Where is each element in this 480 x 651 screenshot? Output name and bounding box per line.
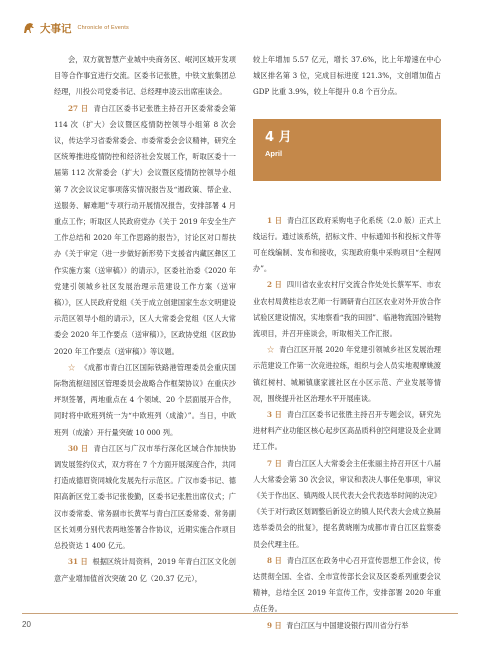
event-text: 青白江区委书记张胜主持召开专题会议，研究先进材料产业功能区核心起步区高品质科创空间建设及企业调迁工作。 <box>253 410 441 452</box>
paragraph-continued: 较上年增加 5.57 亿元，增长 37.6%，比上年增速在中心城区排名第 3 位，完成目标进度 121.3%，文创增加值占 GDP 比重 3.9%，较上年提升 0.8 个百分点。 <box>253 55 441 97</box>
event-text: 青白江区开展 2020 年党建引领城乡社区发展治理示范建设工作第一次竞进拉练，组织与会人员实地观摩姚渡镇红树村、城厢镇康家渡社区在小区示范、产业发展等情况，围绕提升社区治理水平开展座谈。 <box>253 345 441 403</box>
event-text: 青白江区人大常委会主任张丽主持召开区十八届人大常委会第 30 次会议，审议和表决人事任免事项，审议《关于作出区、镇两级人民代表大会代表选举时间的决定》《关于对行政区划调整后新设立的镇人民代表大会成立换届选举委员会的批复》，提名黄晓刚为成都市青白江区监察委员会代理主任。 <box>253 458 441 549</box>
event-date: 2 日 <box>267 280 283 290</box>
month-banner <box>253 119 441 181</box>
month-subtitle: April <box>265 148 283 158</box>
horse-logo-icon <box>22 21 36 35</box>
event-date: 31 日 <box>68 557 88 567</box>
event-entry <box>253 407 441 456</box>
event-entry <box>253 553 441 618</box>
event-entry <box>54 360 236 441</box>
footer-divider <box>22 613 458 614</box>
event-text: 青白江区与广汉市举行深化区域合作加快协调发展签约仪式，双方将在 7 个方面开展深度合作，共同打造成德眉资同城化发展先行示范区。广汉市委书记、德阳高新区党工委书记张俊勤，区委书记张胜出席仪式；广汉市委常委、常务副市长黄军与青白江区委常委、常务副区长刘勇分别代表两地签署合作协议，近期实施合作项目总投资达 1 400 亿元。 <box>54 443 236 551</box>
month-title: 4 月 <box>265 129 292 145</box>
event-entry <box>54 554 236 586</box>
event-text: 根据区统计局资料，2019 年青白江区文化创意产业增加值首次突破 20 亿（20.37 亿元）， <box>54 557 236 583</box>
event-entry <box>253 342 441 407</box>
event-text: 《成都市青白江区国际铁路港管理委员会重庆国际物流枢纽园区管理委员会战略合作框架协议》在重庆沙坪坝签署，两地重点在 4 个领域、20 个层面展开合作，同时将中欧班列统一为“中欧班列（成渝）”。当日，中欧班列（成渝）开行量突破 10 000 列。 <box>54 362 236 437</box>
event-entry <box>253 277 441 342</box>
event-text: 青白江区政府采购电子化系统（2.0 版）正式上线运行。通过该系统，招标文件、中标通知书和投标文件等可在线编制、发布和接收，实现政府集中采购项目“全程网办”。 <box>253 215 441 274</box>
event-entry <box>54 441 236 554</box>
right-column <box>253 52 441 634</box>
section-subtitle: Chronicle of Events <box>77 25 129 31</box>
event-date: 3 日 <box>267 410 283 420</box>
paragraph-text: 会，双方就智慧产业城中央商务区、岷河区城开发项目等合作事宜进行交流。区委书记张胜，中铁文旅集团总经理，川投公司党委书记、总经理申凌云出席座谈会。 <box>54 55 236 97</box>
event-date: 9 日 <box>267 620 282 630</box>
event-entry <box>253 456 441 553</box>
event-date: 30 日 <box>68 443 89 453</box>
event-entry <box>253 618 441 634</box>
event-date: 1 日 <box>267 215 283 225</box>
page-header <box>22 18 129 38</box>
section-title: 大事记 <box>40 22 72 35</box>
star-icon: ☆ <box>68 362 76 372</box>
event-date: 7 日 <box>267 458 283 468</box>
event-date: 8 日 <box>267 555 283 565</box>
event-text: 青白江区在政务中心召开宣传思想工作会议，传达贯彻全国、全省、全市宣传部长会议及区委系列重要会议精神，总结全区 2019 年宣传工作，安排部署 2020 年重点任务。 <box>253 555 441 614</box>
event-text: 四川省农业农村厅交流合作处处长蔡军军、市农业农村局黄桂总农艺师一行调研青白江区农业对外开放合作试验区建设情况，实地察看“我的田园”、临港物流国冷链物流项目，并召开座谈会，听取相关工作汇报。 <box>253 280 441 339</box>
event-text: 青白江区与中国建设银行四川省分行举 <box>286 620 409 630</box>
page-number: 20 <box>22 620 31 629</box>
event-entry <box>54 101 236 360</box>
event-entry <box>253 213 441 278</box>
left-column <box>54 52 236 587</box>
paragraph-continued <box>54 52 236 101</box>
event-date: 27 日 <box>68 103 89 113</box>
event-text: 青白江区委书记张胜主持召开区委常委会第 114 次（扩大）会议暨区疫情防控领导小组第 8 次会议，传达学习省委常委会、市委常委会会议精神，研究全区统筹推进疫情防控和经济社会发展工作，听取区委十一届第 112 次常委会（扩大）会议暨区疫情防控领导小组第 7 次会议议定事项落实情况报告及“遏政策、帮企业、送服务、解难题”专项行动开展情况报告，安排部署 4 月重点工作；听取区人民政府党办《关于 2019 年安全生产工作总结和 2020 年工作思路的报告》，讨论区对口帮扶办《关于审定（进一步做好新形势下支援省内藏区彝区工作实施方案（送审稿））的请示》，区委社治委《2020 年党建引领城乡社区发展治理示范建设工作方案（送审稿）》，区人民政府党组《关于成立创建国家生态文明建设示范区领导小组的请示》，区人大常委会党组《区人大常委会 2020 年工作要点（送审稿）》，区政协党组《区政协 2020 年工作要点（送审稿）》等议题。 <box>54 103 236 356</box>
star-icon: ☆ <box>267 345 275 355</box>
